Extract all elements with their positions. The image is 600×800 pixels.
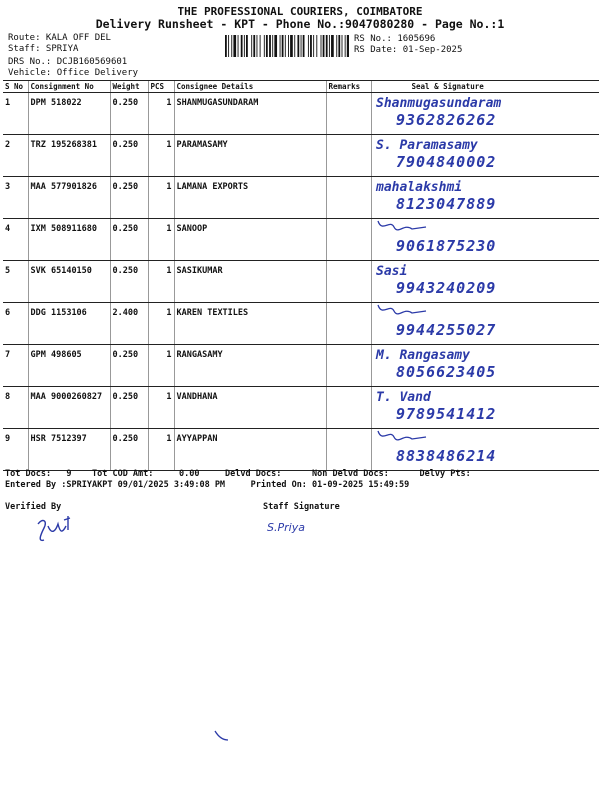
barcode-image [225,35,349,57]
row-sno: 5 [3,261,28,303]
barcode-bar [288,35,289,57]
row-weight: 0.250 [110,261,148,303]
table-row [3,303,599,345]
row-remarks [326,261,371,303]
row-pcs: 1 [148,429,174,471]
row-signature [371,345,599,387]
handwritten-signature [371,387,564,429]
col-sno: S No [3,81,28,93]
row-remarks [326,135,371,177]
row-sno: 4 [3,219,28,261]
table-row [3,429,599,471]
handwritten-signature [371,261,564,303]
table-row [3,177,599,219]
row-remarks [326,429,371,471]
staff-label: Staff: SPRIYA [8,44,79,54]
row-sno: 3 [3,177,28,219]
barcode-bar [264,35,265,57]
barcode-bar [233,35,236,57]
row-signature [371,135,599,177]
barcode-bar [342,35,343,57]
pen-mark [212,728,232,744]
row-consignment: TRZ 195268381 [28,135,110,177]
col-pcs: PCS [148,81,174,93]
consignment-table [3,80,599,471]
row-signature [371,93,599,135]
col-weight: Weight [110,81,148,93]
barcode-bar [308,35,309,57]
handwritten-signature [371,429,564,471]
row-sno: 7 [3,345,28,387]
row-remarks [326,303,371,345]
route-label: Route: KALA OFF DEL [8,33,111,43]
row-pcs: 1 [148,387,174,429]
signature-phone: 9943240209 [395,279,496,297]
row-sno: 2 [3,135,28,177]
verified-by-label: Verified By [5,502,62,512]
row-weight: 0.250 [110,219,148,261]
barcode-bar [323,35,325,57]
row-weight: 0.250 [110,387,148,429]
signature-phone: 8056623405 [395,363,496,381]
row-consignee: KAREN TEXTILES [174,303,326,345]
barcode-bar [241,35,243,57]
barcode-bar [282,35,284,57]
rs-number: RS No.: 1605696 [354,34,436,44]
barcode-bar [345,35,346,57]
signature-scribble [378,431,426,440]
row-consignee: RANGASAMY [174,345,326,387]
runsheet-title: Delivery Runsheet - KPT - Phone No.:9047080280 - Page No.:1 [95,17,505,31]
row-weight: 0.250 [110,93,148,135]
handwritten-signature [371,303,564,345]
barcode-bar [251,35,252,57]
signature-phone: 9789541412 [395,405,496,423]
handwritten-signature [371,135,564,177]
row-consignment: MAA 577901826 [28,177,110,219]
row-remarks [326,93,371,135]
row-consignment: IXM 508911680 [28,219,110,261]
barcode-bar [257,35,258,57]
staff-signature-image [265,516,345,538]
table-header-row [3,81,599,93]
barcode-bar [303,35,305,57]
barcode-bar [231,35,232,57]
signature-name: mahalakshmi [375,180,462,195]
row-signature [371,261,599,303]
signature-phone: 8838486214 [395,447,496,465]
row-pcs: 1 [148,135,174,177]
barcode-bar [331,35,334,57]
row-sno: 8 [3,387,28,429]
row-remarks [326,345,371,387]
row-pcs: 1 [148,93,174,135]
barcode-bar [321,35,322,57]
row-sno: 1 [3,93,28,135]
barcode-bar [238,35,239,57]
staff-signature-label: Staff Signature [263,502,340,512]
drs-number: DRS No.: DCJB160569601 [8,57,128,67]
signature-scribble [378,305,426,314]
vehicle-label: Vehicle: Office Delivery [8,68,139,78]
signature-phone: 7904840002 [395,153,496,171]
row-consignment: GPM 498605 [28,345,110,387]
row-pcs: 1 [148,261,174,303]
col-consignee: Consignee Details [174,81,326,93]
row-sno: 6 [3,303,28,345]
table-row [3,93,599,135]
barcode-bar [253,35,255,57]
barcode-bar [290,35,293,57]
signature-name: S. Paramasamy [375,138,478,153]
entered-line: Entered By :SPRIYAKPT 09/01/2025 3:49:08 PM Printed On: 01-09-2025 15:49:59 [5,480,410,490]
barcode-bar [269,35,271,57]
row-consignee: SANOOP [174,219,326,261]
barcode-bar [336,35,337,57]
barcode-bar [310,35,312,57]
row-consignment: MAA 9000260827 [28,387,110,429]
signature-name: Shanmugasundaram [375,96,501,111]
row-remarks [326,219,371,261]
row-weight: 0.250 [110,177,148,219]
barcode-bar [246,35,248,57]
signature-name: M. Rangasamy [375,348,470,363]
col-signature: Seal & Signature [371,81,599,93]
row-sno: 9 [3,429,28,471]
row-signature [371,303,599,345]
barcode-bar [274,35,277,57]
table-row [3,261,599,303]
barcode-bar [313,35,314,57]
row-consignee: LAMANA EXPORTS [174,177,326,219]
barcode-bar [244,35,245,57]
row-pcs: 1 [148,219,174,261]
barcode-bar [338,35,340,57]
table-row [3,387,599,429]
row-weight: 0.250 [110,429,148,471]
row-consignee: SASIKUMAR [174,261,326,303]
barcode-bar [266,35,268,57]
row-signature [371,387,599,429]
row-consignee: SHANMUGASUNDARAM [174,93,326,135]
barcode-bar [329,35,330,57]
barcode-bar [260,35,261,57]
handwritten-signature [371,93,564,135]
totals-line: Tot Docs: 9 Tot COD Amt: 0.00 Delvd Docs: Non Delvd Docs: Delvy Pts: [5,469,471,479]
table-row [3,345,599,387]
staff-sig-text: S.Priya [267,521,305,534]
table-row [3,135,599,177]
signature-phone: 9944255027 [395,321,496,339]
signature-phone: 8123047889 [395,195,496,213]
row-weight: 0.250 [110,345,148,387]
barcode-bar [347,35,349,57]
row-consignee: PARAMASAMY [174,135,326,177]
barcode-bar [272,35,273,57]
row-pcs: 1 [148,303,174,345]
table-row [3,219,599,261]
company-name: THE PROFESSIONAL COURIERS, COIMBATORE [177,5,423,18]
signature-phone: 9362826262 [395,111,496,129]
barcode-bar [225,35,227,57]
signature-scribble [378,221,426,230]
rs-date: RS Date: 01-Sep-2025 [354,45,463,55]
barcode-bar [294,35,295,57]
row-consignment: DDG 1153106 [28,303,110,345]
signature-name: T. Vand [375,390,431,405]
row-remarks [326,387,371,429]
row-consignment: SVK 65140150 [28,261,110,303]
col-remarks: Remarks [326,81,371,93]
barcode-bar [301,35,302,57]
row-pcs: 1 [148,177,174,219]
row-weight: 2.400 [110,303,148,345]
row-signature [371,429,599,471]
barcode-bar [316,35,317,57]
row-consignee: AYYAPPAN [174,429,326,471]
handwritten-signature [371,219,564,261]
row-remarks [326,177,371,219]
barcode-bar [297,35,299,57]
row-consignment: DPM 518022 [28,93,110,135]
row-consignee: VANDHANA [174,387,326,429]
row-weight: 0.250 [110,135,148,177]
barcode-bar [228,35,229,57]
signature-phone: 9061875230 [395,237,496,255]
row-pcs: 1 [148,345,174,387]
verified-signature-image [30,512,90,546]
signature-name: Sasi [375,264,407,279]
row-consignment: HSR 7512397 [28,429,110,471]
row-signature [371,177,599,219]
handwritten-signature [371,177,564,219]
row-signature [371,219,599,261]
barcode-bar [326,35,328,57]
barcode-bar [280,35,281,57]
col-consignment: Consignment No [28,81,110,93]
handwritten-signature [371,345,564,387]
barcode-bar [285,35,286,57]
